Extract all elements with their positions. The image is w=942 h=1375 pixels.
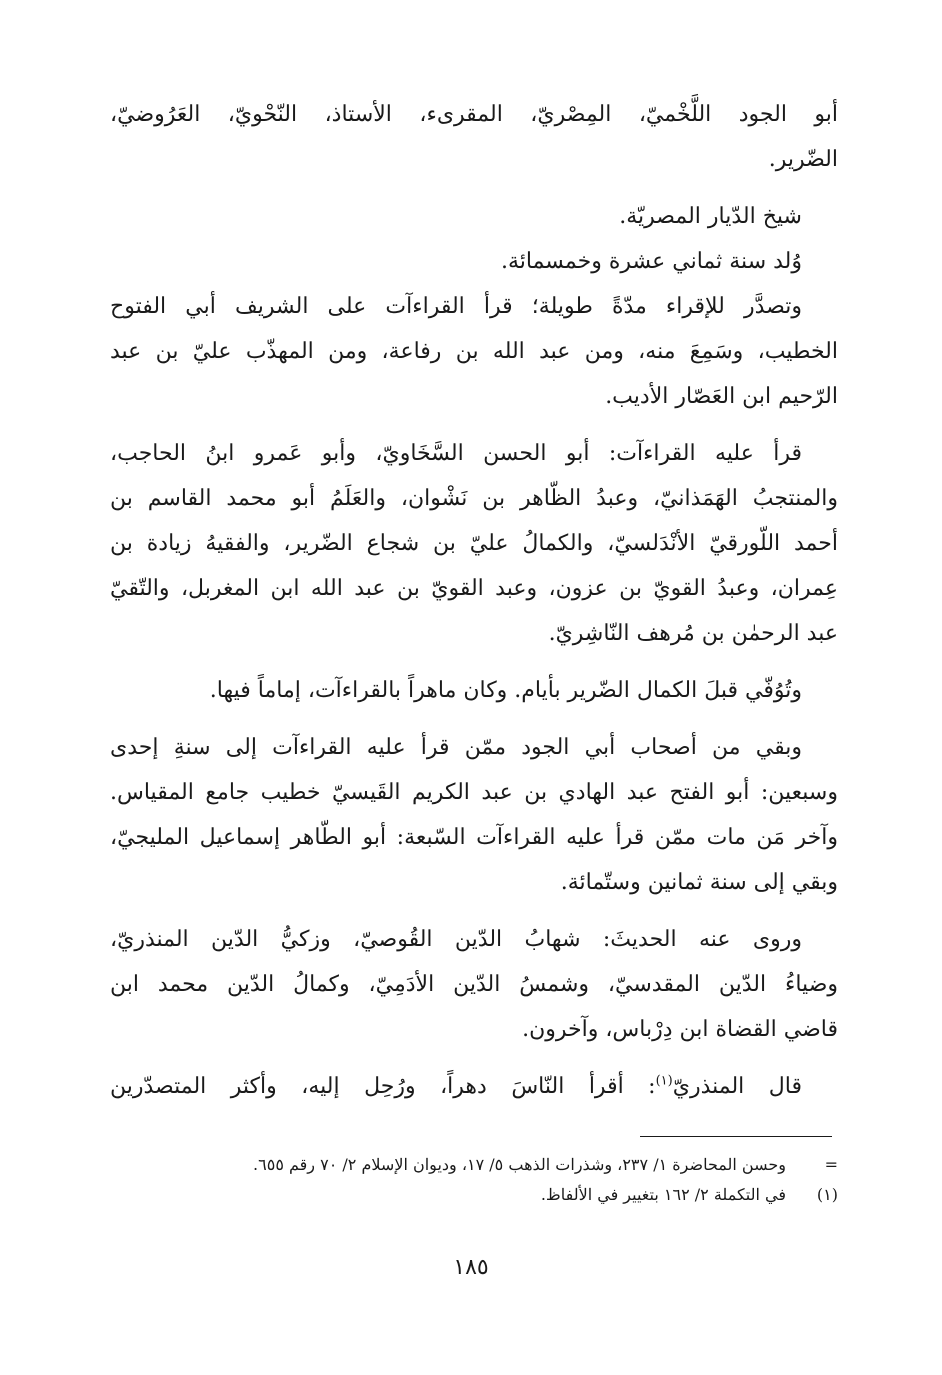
text-line: وآخر مَن مات ممّن قرأ عليه القراءآت السّبعة: أبو الطّاهر إسماعيل المليجيّ، bbox=[110, 825, 838, 850]
text-line: قرأ عليه القراءآت: أبو الحسن السَّخَاويّ، وأبو عَمرو ابنُ الحاجب، bbox=[110, 441, 802, 466]
paragraph-students bbox=[110, 431, 838, 656]
footnote-text: وحسن المحاضرة ١/ ٢٣٧، وشذرات الذهب ٥/ ١٧، وديوان الإسلام ٢/ ٧٠ رقم ٦٥٥. bbox=[253, 1155, 786, 1174]
text-line: وبقي من أصحاب أبي الجود ممّن قرأ عليه القراءآت إلى سنةِ إحدى bbox=[110, 735, 802, 760]
paragraph-death bbox=[110, 668, 838, 713]
text-line: وروى عنه الحديثَ: شهابُ الدّين القُوصيّ، وزكيُّ الدّين المنذريّ، bbox=[110, 927, 802, 952]
quote-text: : أقرأ النّاسَ دهراً، ورُحِل إليه، وأكثر المتصدّرين bbox=[110, 1074, 656, 1099]
footnote-reference: (١) bbox=[655, 1073, 673, 1089]
text-line: وُلد سنة ثماني عشرة وخمسمائة. bbox=[500, 249, 802, 274]
text-line: أحمد اللّورقيّ الأنْدَلسيّ، والكمالُ عليّ بن شجاع الضّرير، والفقيهُ زيادة بن bbox=[110, 531, 838, 556]
text-line bbox=[110, 1064, 838, 1109]
quote-lead: قال المنذريّ bbox=[672, 1074, 802, 1099]
text-line: الرّحيم ابن العَصّار الأديب. bbox=[605, 384, 838, 409]
footnotes bbox=[110, 1150, 838, 1210]
footnote-1 bbox=[110, 1180, 838, 1210]
text-line: وضياءُ الدّين المقدسيّ، وشمسُ الدّين الأدَمِيّ، وكمالُ الدّين محمد ابن bbox=[110, 972, 838, 997]
text-line: الخطيب، وسَمِعَ منه، ومن عبد الله بن رفاعة، ومن المهذّب عليّ بن عبد bbox=[110, 339, 838, 364]
paragraph-biography bbox=[110, 194, 838, 419]
text-line: والمنتجبُ الهَمَذانيّ، وعبدُ الظّاهر بن نَشْوان، والعَلَمُ أبو محمد القاسم بن bbox=[110, 486, 838, 511]
paragraph-name-epithets bbox=[110, 92, 838, 182]
text-line: عبد الرحمٰن بن مُرهف النّاشِريّ. bbox=[548, 621, 838, 646]
paragraph-last-students bbox=[110, 725, 838, 905]
text-line: عِمران، وعبدُ القويّ بن عزون، وعبد القويّ بن عبد الله ابن المغربل، والتّقيّ bbox=[110, 576, 838, 601]
text-line: وتصدَّر للإقراء مدّةً طويلة؛ قرأ القراءآت على الشريف أبي الفتوح bbox=[110, 294, 802, 319]
footnote-text: في التكملة ٢/ ١٦٢ بتغيير في الألفاظ. bbox=[540, 1185, 786, 1204]
paragraph-hadith-narrators bbox=[110, 917, 838, 1052]
footnote-separator bbox=[640, 1136, 832, 1137]
footnote-mark: (١) bbox=[816, 1185, 838, 1204]
page-number: ١٨٥ bbox=[453, 1255, 489, 1280]
text-line: وبقي إلى سنة ثمانين وستّمائة. bbox=[560, 870, 838, 895]
text-line: الضّرير. bbox=[768, 147, 838, 172]
footnote-mark: = bbox=[824, 1155, 838, 1174]
text-line: أبو الجود اللَّخْميّ، المِصْريّ، المقرىء، الأستاذ، النّحْويّ، العَرُوضيّ، bbox=[110, 102, 838, 127]
footnote-continued bbox=[110, 1150, 838, 1180]
main-text bbox=[110, 92, 838, 1109]
text-line: وسبعين: أبو الفتح عبد الهادي بن عبد الكريم القَيسيّ خطيب جامع المقياس. bbox=[110, 780, 838, 805]
text-line: شيخ الدّيار المصريّة. bbox=[619, 204, 802, 229]
text-line: وتُوُفّي قبلَ الكمال الضّرير بأيام. وكان ماهراً بالقراءآت، إماماً فيها. bbox=[209, 678, 802, 703]
text-line: قاضي القضاة ابن دِرْباس، وآخرون. bbox=[522, 1017, 838, 1042]
paragraph-mundhiri-quote bbox=[110, 1064, 838, 1109]
